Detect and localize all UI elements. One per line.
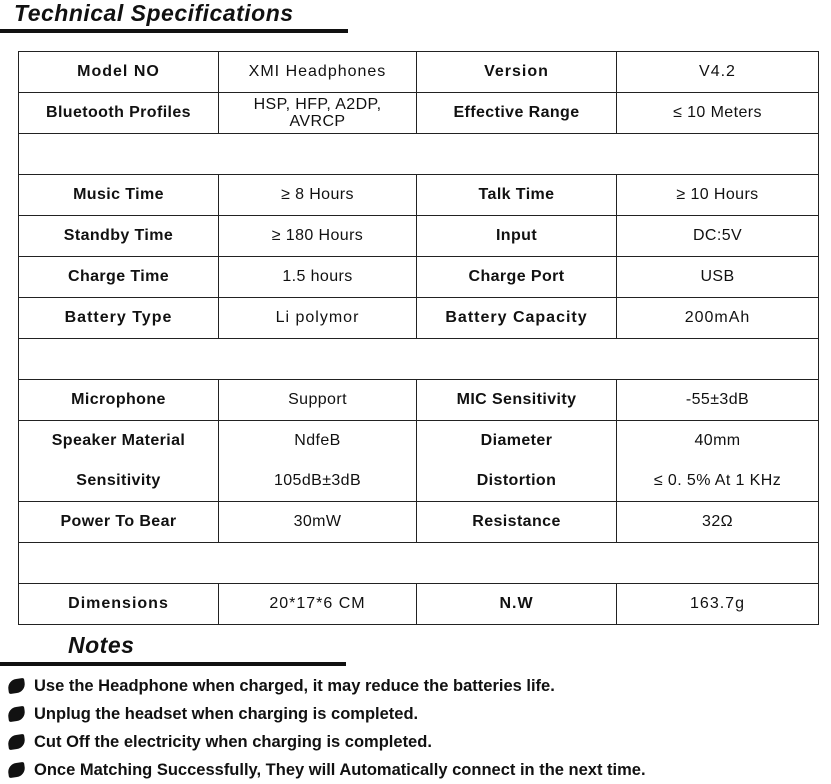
table-row: [19, 502, 819, 543]
bluetooth-profiles-line2: AVRCP: [289, 113, 346, 130]
table-row: [19, 216, 819, 257]
list-item: [6, 700, 646, 728]
table-row: [19, 421, 819, 462]
notes-underline: [0, 662, 346, 666]
notes-title: Notes: [68, 632, 135, 658]
leaf-bullet-icon: [7, 678, 26, 694]
table-row: [19, 298, 819, 339]
effective-range-value: ≤ 10 Meters: [617, 93, 819, 134]
diameter-label: Diameter: [417, 421, 617, 462]
battery-capacity-value: 200mAh: [617, 298, 819, 339]
spec-table: [18, 51, 819, 625]
microphone-label: Microphone: [19, 380, 219, 421]
table-row: [19, 461, 819, 502]
diameter-value: 40mm: [617, 421, 819, 462]
distortion-label: Distortion: [417, 461, 617, 502]
power-to-bear-label: Power To Bear: [19, 502, 219, 543]
effective-range-label: Effective Range: [417, 93, 617, 134]
music-time-value: ≥ 8 Hours: [219, 175, 417, 216]
sensitivity-value: 105dB±3dB: [219, 461, 417, 502]
list-item: [6, 728, 646, 756]
microphone-value: Support: [219, 380, 417, 421]
version-value: V4.2: [617, 52, 819, 93]
speaker-material-value: NdfeB: [219, 421, 417, 462]
charge-time-label: Charge Time: [19, 257, 219, 298]
resistance-value: 32Ω: [617, 502, 819, 543]
bluetooth-profiles-line1: HSP, HFP, A2DP,: [253, 96, 382, 113]
standby-time-label: Standby Time: [19, 216, 219, 257]
dimensions-value: 20*17*6 CM: [219, 584, 417, 625]
model-label: Model NO: [19, 52, 219, 93]
power-to-bear-value: 30mW: [219, 502, 417, 543]
title-underline: [0, 29, 348, 33]
charge-port-label: Charge Port: [417, 257, 617, 298]
spacer-row: [19, 134, 819, 175]
sensitivity-label: Sensitivity: [19, 461, 219, 502]
leaf-bullet-icon: [7, 706, 26, 722]
battery-capacity-label: Battery Capacity: [417, 298, 617, 339]
note-text: Cut Off the electricity when charging is completed.: [34, 733, 432, 751]
note-text: Once Matching Successfully, They will Automatically connect in the next time.: [34, 761, 646, 779]
spacer-row: [19, 543, 819, 584]
dimensions-label: Dimensions: [19, 584, 219, 625]
music-time-label: Music Time: [19, 175, 219, 216]
notes-list: [6, 672, 646, 784]
bluetooth-profiles-value: [219, 93, 417, 134]
battery-type-label: Battery Type: [19, 298, 219, 339]
note-text: Use the Headphone when charged, it may reduce the batteries life.: [34, 677, 555, 695]
leaf-bullet-icon: [7, 734, 26, 750]
talk-time-value: ≥ 10 Hours: [617, 175, 819, 216]
leaf-bullet-icon: [7, 762, 26, 778]
bluetooth-profiles-label: Bluetooth Profiles: [19, 93, 219, 134]
model-value: XMI Headphones: [219, 52, 417, 93]
net-weight-label: N.W: [417, 584, 617, 625]
distortion-value: ≤ 0. 5% At 1 KHz: [617, 461, 819, 502]
mic-sensitivity-label: MIC Sensitivity: [417, 380, 617, 421]
speaker-material-label: Speaker Material: [19, 421, 219, 462]
table-row: [19, 584, 819, 625]
mic-sensitivity-value: -55±3dB: [617, 380, 819, 421]
charge-port-value: USB: [617, 257, 819, 298]
input-label: Input: [417, 216, 617, 257]
net-weight-value: 163.7g: [617, 584, 819, 625]
battery-type-value: Li polymor: [219, 298, 417, 339]
input-value: DC:5V: [617, 216, 819, 257]
talk-time-label: Talk Time: [417, 175, 617, 216]
standby-time-value: ≥ 180 Hours: [219, 216, 417, 257]
table-row: [19, 380, 819, 421]
list-item: [6, 672, 646, 700]
table-row: [19, 257, 819, 298]
charge-time-value: 1.5 hours: [219, 257, 417, 298]
spec-title: Technical Specifications: [14, 0, 294, 26]
resistance-label: Resistance: [417, 502, 617, 543]
version-label: Version: [417, 52, 617, 93]
note-text: Unplug the headset when charging is completed.: [34, 705, 419, 723]
table-row: [19, 175, 819, 216]
spacer-row: [19, 339, 819, 380]
table-row: [19, 52, 819, 93]
table-row: [19, 93, 819, 134]
